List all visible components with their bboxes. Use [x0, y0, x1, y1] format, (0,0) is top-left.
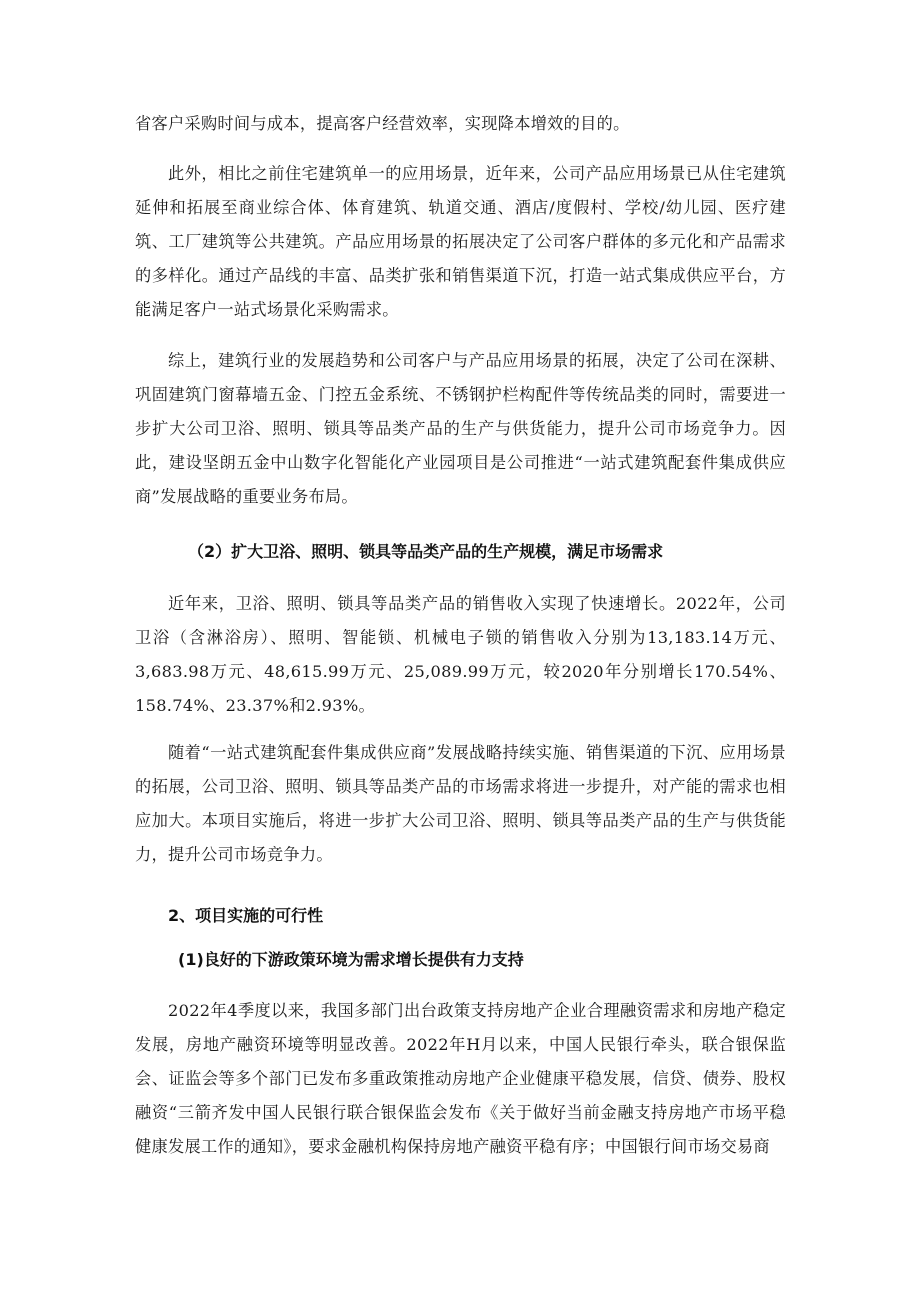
paragraph-summary: 综上，建筑行业的发展趋势和公司客户与产品应用场景的拓展，决定了公司在深耕、巩固建筑门窗幕墙五金、门控五金系统、不锈钢护栏构配件等传统品类的同时，需要进一步扩大公司卫浴、照明、锁具等品类产品的生产与供货能力，提升公司市场竞争力。因此，建设坚朗五金中山数字化智能化产业园项目是公司推进“一站式建筑配套件集成供应商”发展战略的重要业务布局。 — [135, 351, 786, 506]
section-heading-policy: (1)良好的下游政策环境为需求增长提供有力支持 — [178, 950, 524, 969]
section-heading-feasibility: 2、项目实施的可行性 — [168, 906, 324, 925]
paragraph-application-scenarios: 此外，相比之前住宅建筑单一的应用场景，近年来，公司产品应用场景已从住宅建筑延伸和拓展至商业综合体、体育建筑、轨道交通、酒店/度假村、学校/幼儿园、医疗建筑、工厂建筑等公共建筑。产品应用场景的拓展决定了公司客户群体的多元化和产品需求的多样化。通过产品线的丰富、品类扩张和销售渠道下沉，打造一站式集成供应平台，方能满足客户一站式场景化采购需求。 — [135, 164, 786, 319]
paragraph-strategy: 随着“一站式建筑配套件集成供应商”发展战略持续实施、销售渠道的下沉、应用场景的拓展，公司卫浴、照明、锁具等品类产品的市场需求将进一步提升，对产能的需求也相应加大。本项目实施后，将进一步扩大公司卫浴、照明、锁具等品类产品的生产与供货能力，提升公司市场竞争力。 — [135, 743, 786, 864]
paragraph-intro-end: 省客户采购时间与成本，提高客户经营效率，实现降本增效的目的。 — [135, 114, 630, 133]
paragraph-policy-environment: 2022年4季度以来，我国多部门出台政策支持房地产企业合理融资需求和房地产稳定发展，房地产融资环境等明显改善。2022年H月以来，中国人民银行牵头，联合银保监会、证监会等多个部门已发布多重政策推动房地产企业健康平稳发展，信贷、债券、股权融资“三箭齐发中国人民银行联合银保监会发布《关于做好当前金融支持房地产市场平稳健康发展工作的通知》，要求金融机构保持房地产融资平稳有序；中国银行间市场交易商 — [135, 1001, 786, 1156]
section-heading-expand-production: （2）扩大卫浴、照明、锁具等品类产品的生产规模，满足市场需求 — [188, 542, 664, 561]
paragraph-sales-growth: 近年来，卫浴、照明、锁具等品类产品的销售收入实现了快速增长。2022年，公司卫浴（含淋浴房）、照明、智能锁、机械电子锁的销售收入分别为13,183.14万元、3,683.98万元、48,615.99万元、25,089.99万元，较2020年分别增长170.54%、158.74%、23.37%和2.93%。 — [135, 594, 786, 715]
